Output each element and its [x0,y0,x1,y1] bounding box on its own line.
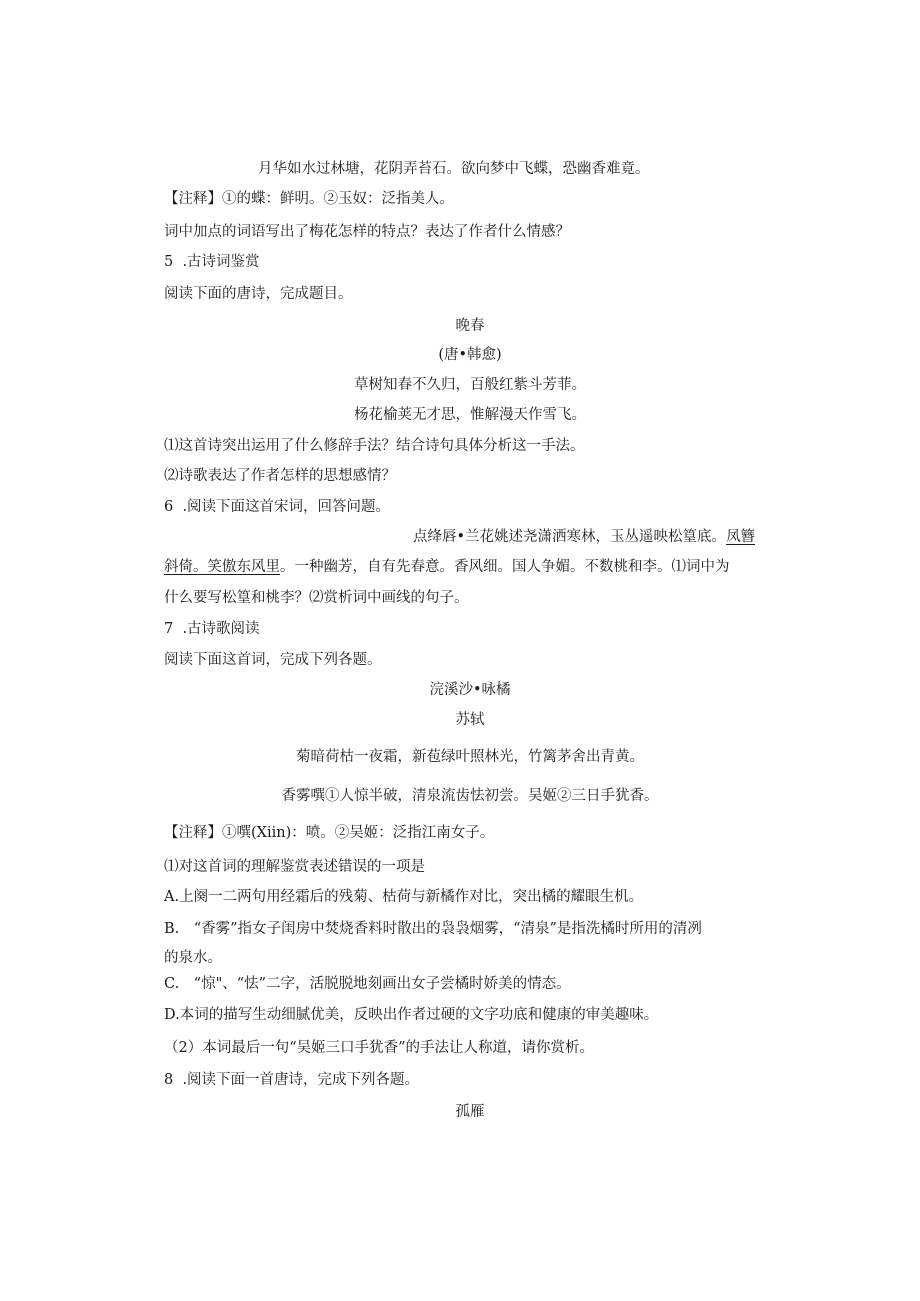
question-heading [164,252,776,272]
poem-line: 草树知春不久归，百般红紫斗芳菲。 [354,377,586,393]
poem-line: 杨花榆荚无才思，惟解漫天作雪飞。 [354,407,586,423]
question-number: 7 [164,621,174,637]
poem-intro-line [413,527,778,547]
annotation-note: 【注释】①的蝶：鲜明。②玉奴：泛指美人。 [164,191,454,207]
question-number: 5 [164,254,174,270]
poem-intro: 点绛唇•兰花姚述尧潇洒寒林，玉丛遥映松篁底。 [413,529,727,545]
answer-option-a: A.上阕一二两句用经霜后的残菊、枯荷与新橘作对比，突出橘的耀眼生机。 [164,889,644,905]
answer-option-d: D.本词的描写生动细腻优美，反映出作者过硬的文字功底和健康的审美趣味。 [164,1007,659,1023]
question-heading [164,1070,776,1090]
instruction-text: 阅读下面的唐诗，完成题目。 [164,286,353,302]
question-number: 8 [164,1072,174,1088]
question-heading-text: .阅读下面一首唐诗，完成下列各题。 [182,1072,420,1088]
answer-option-b: B. “香雾”指女子闺房中焚烧香料时散出的袅袅烟雾，“清泉”是指洗橘时所用的清冽 [164,921,702,937]
question-heading-text: .阅读下面这首宋词，回答问题。 [182,499,391,515]
question-heading [164,497,776,517]
poem-line: 月华如水过林塘，花阴弄苔石。欲向梦中飞蝶，恐幽香难竟。 [258,161,650,177]
question-text: 什么要写松篁和桃李？⑵赏析词中画线的句子。 [164,590,469,606]
poem-text: 。一种幽芳，自有先春意。香风细。国人争媚。不数桃和李。⑴词中为 [280,559,730,575]
question-number: 6 [164,499,174,515]
question-heading [164,619,776,639]
poem-line: 菊暗荷枯一夜霜，新苞绿叶照林光，竹篱茅舍出青黄。 [296,749,644,765]
question-text: 词中加点的词语写出了梅花怎样的特点？表达了作者什么情感？ [164,224,570,240]
poem-title: 孤雁 [455,1104,485,1120]
poem-title: 浣溪沙•咏橘 [429,682,511,698]
underlined-phrase: 凤簪 [726,529,756,545]
poem-title: 晚春 [455,318,485,334]
sub-question: （2）本词最后一句“吴姬三口手犹香”的手法让人称道，请你赏析。 [164,1040,595,1056]
sub-question: ⑵诗歌表达了作者怎样的思想感情？ [164,468,396,484]
sub-question: ⑴对这首词的理解鉴赏表述错误的一项是 [164,859,425,875]
poem-author: (唐•韩愈) [438,347,502,363]
poem-line: 香雾噀①人惊半破，清泉流齿怯初尝。吴姬②三日手犹香。 [281,788,659,804]
annotation-note: 【注释】①噀(Xiin)：喷。②吴姬：泛指江南女子。 [164,825,495,841]
sub-question: ⑴这首诗突出运用了什么修辞手法？结合诗句具体分析这一手法。 [164,438,585,454]
poem-author: 苏轼 [455,712,485,728]
answer-option-c: C. “惊"、“怯”二字，活脱脱地刻画出女子尝橘时娇美的情态。 [164,976,571,992]
poem-text-line [164,557,776,577]
question-heading-text: .古诗歌阅读 [182,621,260,637]
answer-option-b-continued: 的泉水。 [164,950,222,966]
question-heading-text: .古诗词鉴赏 [182,254,260,270]
instruction-text: 阅读下面这首词，完成下列各题。 [164,652,382,668]
underlined-phrase: 斜倚。笑傲东风里 [164,559,280,575]
